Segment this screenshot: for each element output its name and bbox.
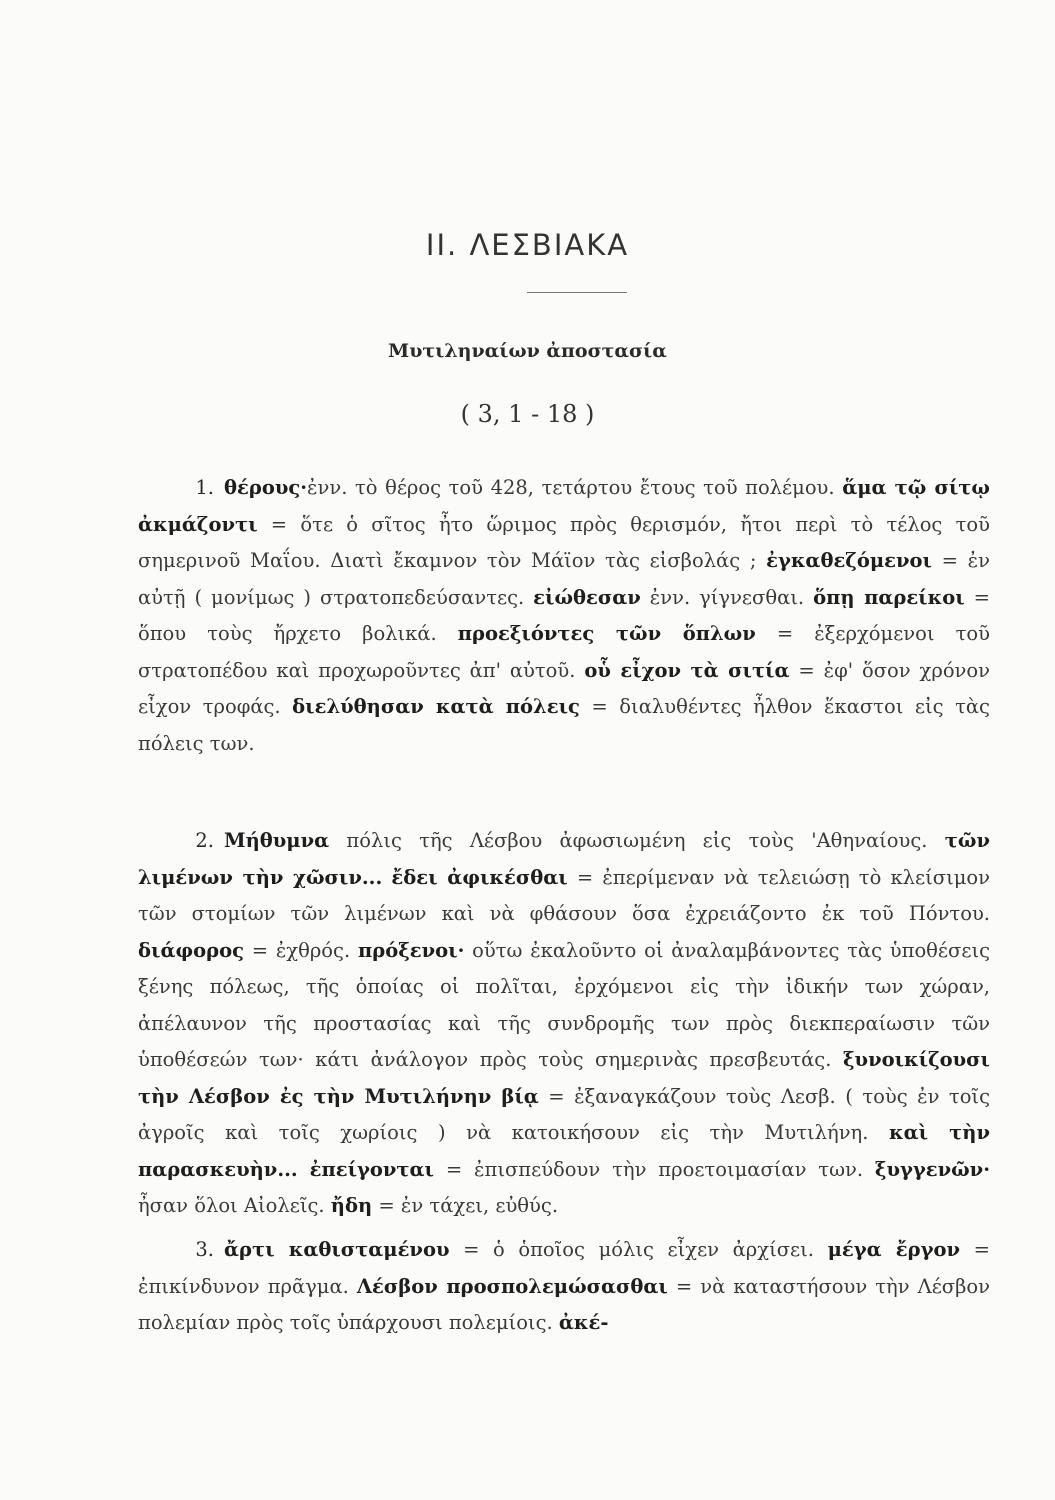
lemma: ἅμα τῷ σίτῳ ἀκμάζοντι [138,476,990,536]
gloss: = ἐν αὐτῇ ( μονίμως ) στρατοπεδεύσαντες. [138,549,991,609]
commentary-paragraph-2 [138,823,990,1225]
gloss: πόλις τῆς Λέσβου ἀφωσιωμένη εἰς τοὺς 'Αθηναίους. [329,829,945,852]
gloss: = ἐφ' ὅσον χρόνον εἶχον τροφάς. [138,658,991,718]
lemma: ξυνοικίζουσι τὴν Λέσβον ἐς τὴν Μυτιλήνην βίᾳ [138,1048,990,1108]
lemma: Μήθυμνα [224,829,330,852]
lemma: ἐγκαθεζόμενοι [766,549,932,572]
lemma: ξυγγενῶν· [874,1157,990,1181]
commentary-paragraph-1 [138,470,990,762]
passage-reference: ( 3, 1 - 18 ) [460,400,595,428]
lemma: διελύθησαν κατὰ πόλεις [292,695,580,718]
gloss: = ὅτε ὁ σῖτος ἦτο ὥριμος πρὸς θερισμόν, ἤτοι περὶ τὸ τέλος τοῦ σημερινοῦ Μαΐου. Διατὶ ἔκαμνον τὸν Μάϊον τὰς εἰσβολάς ; [138,512,990,572]
lemma: ἐπείγονται [309,1157,434,1181]
paragraph-number: 1. [195,476,214,499]
gloss: ἦσαν ὅλοι Αἰολεῖς. [138,1194,331,1217]
gloss: = ἐν τάχει, εὐθύς. [372,1194,559,1217]
gloss: = ἐπερίμεναν νὰ τελειώσῃ τὸ κλείσιμον τῶν στομίων τῶν λιμένων καὶ νὰ φθάσουν ὅσα ἐχρειάζοντο ἐκ τοῦ Πόντου. [138,865,990,925]
lemma: ἄρτι καθισταμένου [224,1238,450,1261]
lemma: ἀκέ- [558,1311,609,1334]
gloss: = ἐξερχόμενοι τοῦ στρατοπέδου καὶ προχωροῦντες ἀπ' αὐτοῦ. [138,622,990,682]
lemma: τῶν λιμένων τὴν χῶσιν... [138,829,990,889]
lemma: διάφορος [138,938,244,962]
gloss: = ὅπου τοὺς ἤρχετο βολικά. [138,585,990,645]
lemma: εἰώθεσαν [533,585,641,609]
gloss: = ἐξαναγκάζουν τοὺς Λεσβ. ( τοὺς ἐν τοῖς ἀγροῖς καὶ τοῖς χωρίοις ) νὰ κατοικήσουν εἰς τὴν Μυτιλήνη. [138,1084,990,1144]
lemma: πρόξενοι· [357,938,465,962]
lemma: προεξιόντες τῶν ὅπλων [457,622,756,645]
chapter-title: II. ΛΕΣΒΙΑΚΑ [425,228,630,262]
gloss: = ἐπικίνδυνον πρᾶγμα. [138,1238,990,1298]
commentary-paragraph-3 [138,1232,990,1342]
gloss: = ἐχθρός. [243,938,358,962]
section-title: Μυτιληναίων ἀποστασία [388,340,667,362]
gloss: = νὰ καταστήσουν τὴν Λέσβον πολεμίαν πρὸς τοῖς ὑπάρχουσι πολεμίοις. [138,1274,990,1334]
gloss: ἐνν. τὸ θέρος τοῦ 428, τετάρτου ἔτους τοῦ πολέμου. [307,476,843,499]
gloss: οὕτω ἐκαλοῦντο οἱ ἀναλαμβάνοντες τὰς ὑποθέσεις ξένης πόλεως, τῆς ὁποίας οἱ πολῖται, ἐρχόμενοι εἰς τὴν ἰδικήν των χώραν, ἀπέλαυνον τῆς προστασίας καὶ τῆς συνδρομῆς των πρὸς διεκπεραίωσιν τῶν ὑποθέσεών των· κάτι ἀνάλογον πρὸς τοὺς σημερινὰς πρεσβευτάς. [138,938,991,1071]
lemma: θέρους· [224,476,308,499]
gloss: = διαλυθέντες ἦλθον ἕκαστοι εἰς τὰς πόλεις των. [138,695,990,755]
paragraph-number: 2. [195,829,214,852]
gloss: = ὁ ὁποῖος μόλις εἶχεν ἀρχίσει. [449,1238,828,1261]
gloss: = ἐπισπεύδουν τὴν προετοιμασίαν των. [433,1157,875,1181]
lemma: μέγα ἔργον [827,1238,961,1261]
gloss [298,1158,310,1181]
lemma: οὗ εἶχον τὰ σιτία [584,658,790,682]
title-divider [527,292,627,293]
lemma: Λέσβον προσπολεμώσασθαι [356,1274,668,1298]
lemma: ὅπῃ παρείκοι [813,585,965,609]
lemma: ἔδει ἀφικέσθαι [391,865,568,889]
lemma: καὶ τὴν παρασκευὴν... [138,1121,990,1181]
lemma: ἤδη [330,1194,373,1217]
paragraph-number: 3. [195,1238,214,1261]
gloss: ἐνν. γίγνεσθαι. [640,585,814,609]
